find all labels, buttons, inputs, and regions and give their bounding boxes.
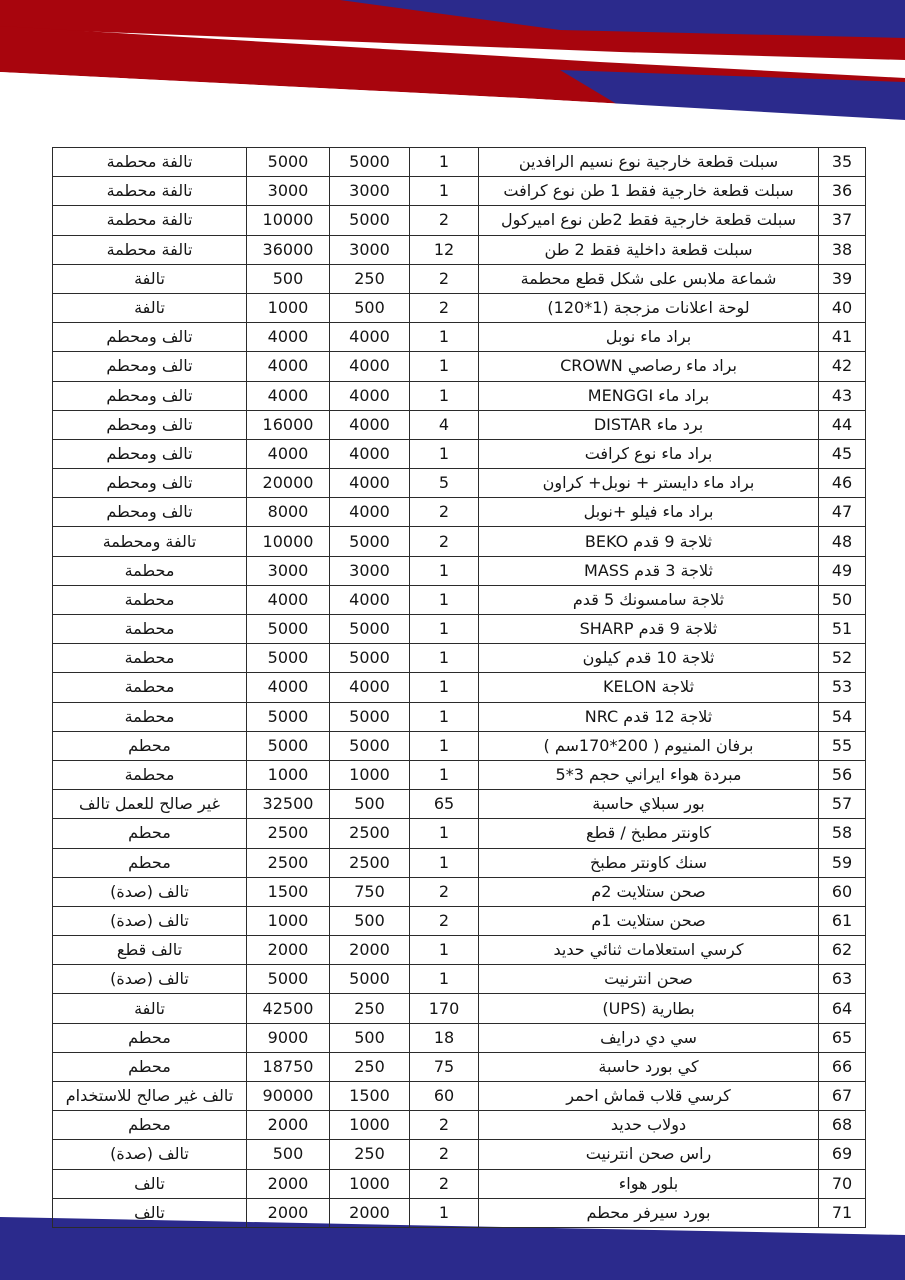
item-description: سبلت قطعة خارجية فقط 2طن نوع اميركول	[479, 206, 819, 235]
row-number: 38	[819, 235, 866, 264]
row-number: 53	[819, 673, 866, 702]
condition-cell: محطم	[53, 731, 247, 760]
condition-cell: تالف (صدة)	[53, 1140, 247, 1169]
table-row	[53, 1052, 866, 1081]
item-description: سي دي درايف	[479, 1023, 819, 1052]
total-cell: 1000	[247, 906, 330, 935]
item-description: دولاب حديد	[479, 1111, 819, 1140]
condition-cell: تالف قطع	[53, 936, 247, 965]
condition-cell: تالفة	[53, 264, 247, 293]
total-cell: 1000	[247, 293, 330, 322]
quantity-cell: 1	[410, 556, 479, 585]
quantity-cell: 2	[410, 498, 479, 527]
item-description: شماعة ملابس على شكل قطع محطمة	[479, 264, 819, 293]
unit-price-cell: 500	[330, 906, 410, 935]
condition-cell: تالفة محطمة	[53, 206, 247, 235]
row-number: 48	[819, 527, 866, 556]
table-row	[53, 760, 866, 789]
row-number: 35	[819, 148, 866, 177]
item-description: سبلت قطعة خارجية نوع نسيم الرافدين	[479, 148, 819, 177]
unit-price-cell: 5000	[330, 702, 410, 731]
quantity-cell: 2	[410, 527, 479, 556]
condition-cell: محطم	[53, 819, 247, 848]
unit-price-cell: 4000	[330, 585, 410, 614]
condition-cell: محطم	[53, 1023, 247, 1052]
row-number: 62	[819, 936, 866, 965]
table-row	[53, 323, 866, 352]
item-description: مبردة هواء ايراني حجم 3*5	[479, 760, 819, 789]
condition-cell: تالفة	[53, 293, 247, 322]
item-description: سبلت قطعة خارجية فقط 1 طن نوع كرافت	[479, 177, 819, 206]
total-cell: 2500	[247, 819, 330, 848]
item-description: بورد سيرفر محطم	[479, 1198, 819, 1227]
row-number: 60	[819, 877, 866, 906]
quantity-cell: 65	[410, 790, 479, 819]
table-row	[53, 673, 866, 702]
table-row	[53, 381, 866, 410]
condition-cell: غير صالح للعمل تالف	[53, 790, 247, 819]
unit-price-cell: 250	[330, 1140, 410, 1169]
total-cell: 4000	[247, 439, 330, 468]
total-cell: 20000	[247, 469, 330, 498]
total-cell: 5000	[247, 702, 330, 731]
table-row	[53, 235, 866, 264]
condition-cell: محطم	[53, 1111, 247, 1140]
unit-price-cell: 2000	[330, 1198, 410, 1227]
item-description: ثلاجة 9 قدم BEKO	[479, 527, 819, 556]
row-number: 46	[819, 469, 866, 498]
unit-price-cell: 1000	[330, 760, 410, 789]
item-description: كي بورد حاسبة	[479, 1052, 819, 1081]
unit-price-cell: 1000	[330, 1169, 410, 1198]
quantity-cell: 12	[410, 235, 479, 264]
condition-cell: تالف ومحطم	[53, 352, 247, 381]
unit-price-cell: 500	[330, 293, 410, 322]
total-cell: 4000	[247, 381, 330, 410]
header-banner	[0, 0, 905, 150]
item-description: ثلاجة 9 قدم SHARP	[479, 615, 819, 644]
total-cell: 5000	[247, 731, 330, 760]
table-row	[53, 556, 866, 585]
quantity-cell: 1	[410, 848, 479, 877]
quantity-cell: 2	[410, 877, 479, 906]
quantity-cell: 1	[410, 177, 479, 206]
total-cell: 2000	[247, 1169, 330, 1198]
quantity-cell: 1	[410, 1198, 479, 1227]
row-number: 57	[819, 790, 866, 819]
inventory-rows	[53, 148, 866, 1228]
total-cell: 10000	[247, 206, 330, 235]
unit-price-cell: 2500	[330, 819, 410, 848]
total-cell: 5000	[247, 965, 330, 994]
condition-cell: تالف ومحطم	[53, 410, 247, 439]
item-description: كرسي استعلامات ثنائي حديد	[479, 936, 819, 965]
table-row	[53, 527, 866, 556]
row-number: 55	[819, 731, 866, 760]
condition-cell: تالف	[53, 1169, 247, 1198]
total-cell: 4000	[247, 585, 330, 614]
condition-cell: تالفة محطمة	[53, 148, 247, 177]
unit-price-cell: 250	[330, 264, 410, 293]
row-number: 44	[819, 410, 866, 439]
quantity-cell: 1	[410, 673, 479, 702]
total-cell: 5000	[247, 615, 330, 644]
row-number: 54	[819, 702, 866, 731]
row-number: 47	[819, 498, 866, 527]
row-number: 52	[819, 644, 866, 673]
total-cell: 2000	[247, 1111, 330, 1140]
unit-price-cell: 4000	[330, 381, 410, 410]
quantity-cell: 1	[410, 352, 479, 381]
condition-cell: تالف ومحطم	[53, 498, 247, 527]
unit-price-cell: 250	[330, 994, 410, 1023]
condition-cell: تالفة ومحطمة	[53, 527, 247, 556]
quantity-cell: 2	[410, 1140, 479, 1169]
total-cell: 2000	[247, 1198, 330, 1227]
condition-cell: تالف ومحطم	[53, 439, 247, 468]
total-cell: 10000	[247, 527, 330, 556]
row-number: 51	[819, 615, 866, 644]
unit-price-cell: 5000	[330, 527, 410, 556]
item-description: ثلاجة 12 قدم NRC	[479, 702, 819, 731]
quantity-cell: 1	[410, 965, 479, 994]
row-number: 45	[819, 439, 866, 468]
quantity-cell: 1	[410, 381, 479, 410]
row-number: 69	[819, 1140, 866, 1169]
table-row	[53, 469, 866, 498]
total-cell: 500	[247, 264, 330, 293]
total-cell: 4000	[247, 352, 330, 381]
inventory-table	[52, 147, 866, 1228]
condition-cell: محطمة	[53, 644, 247, 673]
quantity-cell: 1	[410, 644, 479, 673]
unit-price-cell: 750	[330, 877, 410, 906]
table-row	[53, 177, 866, 206]
quantity-cell: 1	[410, 148, 479, 177]
unit-price-cell: 4000	[330, 469, 410, 498]
quantity-cell: 4	[410, 410, 479, 439]
total-cell: 4000	[247, 673, 330, 702]
table-row	[53, 498, 866, 527]
table-row	[53, 1198, 866, 1227]
row-number: 43	[819, 381, 866, 410]
item-description: كاونتر مطبخ / قطع	[479, 819, 819, 848]
condition-cell: تالف ومحطم	[53, 323, 247, 352]
item-description: لوحة اعلانات مزججة (1*120)	[479, 293, 819, 322]
unit-price-cell: 3000	[330, 235, 410, 264]
quantity-cell: 1	[410, 615, 479, 644]
total-cell: 18750	[247, 1052, 330, 1081]
item-description: براد ماء دايستر + نوبل+ كراون	[479, 469, 819, 498]
condition-cell: تالف (صدة)	[53, 965, 247, 994]
condition-cell: محطمة	[53, 585, 247, 614]
condition-cell: محطمة	[53, 615, 247, 644]
item-description: براد ماء رصاصي CROWN	[479, 352, 819, 381]
item-description: براد ماء نوبل	[479, 323, 819, 352]
item-description: بلور هواء	[479, 1169, 819, 1198]
table-row	[53, 410, 866, 439]
quantity-cell: 2	[410, 206, 479, 235]
total-cell: 9000	[247, 1023, 330, 1052]
quantity-cell: 2	[410, 906, 479, 935]
unit-price-cell: 5000	[330, 965, 410, 994]
unit-price-cell: 4000	[330, 352, 410, 381]
row-number: 42	[819, 352, 866, 381]
table-row	[53, 439, 866, 468]
table-row	[53, 1082, 866, 1111]
quantity-cell: 75	[410, 1052, 479, 1081]
unit-price-cell: 3000	[330, 177, 410, 206]
condition-cell: محطمة	[53, 556, 247, 585]
item-description: صحن انترنيت	[479, 965, 819, 994]
table-row	[53, 1023, 866, 1052]
unit-price-cell: 5000	[330, 148, 410, 177]
quantity-cell: 2	[410, 1169, 479, 1198]
row-number: 71	[819, 1198, 866, 1227]
row-number: 70	[819, 1169, 866, 1198]
unit-price-cell: 4000	[330, 498, 410, 527]
row-number: 41	[819, 323, 866, 352]
total-cell: 4000	[247, 323, 330, 352]
unit-price-cell: 1500	[330, 1082, 410, 1111]
row-number: 50	[819, 585, 866, 614]
table-row	[53, 790, 866, 819]
row-number: 39	[819, 264, 866, 293]
total-cell: 2000	[247, 936, 330, 965]
quantity-cell: 2	[410, 293, 479, 322]
item-description: ثلاجة 3 قدم MASS	[479, 556, 819, 585]
quantity-cell: 170	[410, 994, 479, 1023]
unit-price-cell: 250	[330, 1052, 410, 1081]
row-number: 36	[819, 177, 866, 206]
row-number: 40	[819, 293, 866, 322]
condition-cell: تالف غير صالح للاستخدام	[53, 1082, 247, 1111]
table-row	[53, 702, 866, 731]
quantity-cell: 1	[410, 702, 479, 731]
unit-price-cell: 4000	[330, 439, 410, 468]
condition-cell: تالف ومحطم	[53, 381, 247, 410]
total-cell: 90000	[247, 1082, 330, 1111]
condition-cell: تالفة محطمة	[53, 177, 247, 206]
quantity-cell: 1	[410, 323, 479, 352]
condition-cell: محطم	[53, 1052, 247, 1081]
quantity-cell: 1	[410, 585, 479, 614]
row-number: 68	[819, 1111, 866, 1140]
unit-price-cell: 5000	[330, 206, 410, 235]
condition-cell: محطمة	[53, 760, 247, 789]
condition-cell: محطمة	[53, 702, 247, 731]
row-number: 66	[819, 1052, 866, 1081]
unit-price-cell: 5000	[330, 731, 410, 760]
row-number: 49	[819, 556, 866, 585]
item-description: صحن ستلايت 2م	[479, 877, 819, 906]
unit-price-cell: 5000	[330, 615, 410, 644]
table-row	[53, 965, 866, 994]
table-row	[53, 293, 866, 322]
row-number: 65	[819, 1023, 866, 1052]
condition-cell: محطم	[53, 848, 247, 877]
table-row	[53, 994, 866, 1023]
item-description: براد ماء فيلو +نوبل	[479, 498, 819, 527]
total-cell: 8000	[247, 498, 330, 527]
total-cell: 3000	[247, 556, 330, 585]
item-description: سبلت قطعة داخلية فقط 2 طن	[479, 235, 819, 264]
table-row	[53, 206, 866, 235]
unit-price-cell: 5000	[330, 644, 410, 673]
unit-price-cell: 500	[330, 1023, 410, 1052]
unit-price-cell: 3000	[330, 556, 410, 585]
condition-cell: تالف (صدة)	[53, 877, 247, 906]
unit-price-cell: 1000	[330, 1111, 410, 1140]
table-row	[53, 1140, 866, 1169]
total-cell: 3000	[247, 177, 330, 206]
quantity-cell: 18	[410, 1023, 479, 1052]
total-cell: 2500	[247, 848, 330, 877]
item-description: ثلاجة KELON	[479, 673, 819, 702]
row-number: 67	[819, 1082, 866, 1111]
total-cell: 32500	[247, 790, 330, 819]
condition-cell: تالف ومحطم	[53, 469, 247, 498]
condition-cell: تالف (صدة)	[53, 906, 247, 935]
condition-cell: محطمة	[53, 673, 247, 702]
table-row	[53, 615, 866, 644]
row-number: 58	[819, 819, 866, 848]
item-description: برفان المنيوم ( 200*170سم )	[479, 731, 819, 760]
item-description: براد ماء MENGGI	[479, 381, 819, 410]
quantity-cell: 5	[410, 469, 479, 498]
unit-price-cell: 4000	[330, 323, 410, 352]
item-description: صحن ستلايت 1م	[479, 906, 819, 935]
row-number: 56	[819, 760, 866, 789]
quantity-cell: 1	[410, 819, 479, 848]
unit-price-cell: 4000	[330, 673, 410, 702]
total-cell: 36000	[247, 235, 330, 264]
total-cell: 1000	[247, 760, 330, 789]
table-row	[53, 848, 866, 877]
unit-price-cell: 2500	[330, 848, 410, 877]
table-row	[53, 731, 866, 760]
row-number: 63	[819, 965, 866, 994]
unit-price-cell: 500	[330, 790, 410, 819]
table-row	[53, 819, 866, 848]
quantity-cell: 2	[410, 1111, 479, 1140]
unit-price-cell: 2000	[330, 936, 410, 965]
item-description: راس صحن انترنيت	[479, 1140, 819, 1169]
total-cell: 5000	[247, 644, 330, 673]
item-description: كرسي قلاب قماش احمر	[479, 1082, 819, 1111]
condition-cell: تالف	[53, 1198, 247, 1227]
quantity-cell: 60	[410, 1082, 479, 1111]
row-number: 59	[819, 848, 866, 877]
table-row	[53, 585, 866, 614]
quantity-cell: 2	[410, 264, 479, 293]
item-description: ثلاجة سامسونك 5 قدم	[479, 585, 819, 614]
total-cell: 16000	[247, 410, 330, 439]
row-number: 61	[819, 906, 866, 935]
table-row	[53, 148, 866, 177]
row-number: 64	[819, 994, 866, 1023]
total-cell: 5000	[247, 148, 330, 177]
item-description: بور سبلاي حاسبة	[479, 790, 819, 819]
table-row	[53, 352, 866, 381]
quantity-cell: 1	[410, 731, 479, 760]
quantity-cell: 1	[410, 439, 479, 468]
quantity-cell: 1	[410, 760, 479, 789]
table-row	[53, 644, 866, 673]
total-cell: 1500	[247, 877, 330, 906]
item-description: بطارية (UPS)	[479, 994, 819, 1023]
table-row	[53, 936, 866, 965]
row-number: 37	[819, 206, 866, 235]
condition-cell: تالفة	[53, 994, 247, 1023]
total-cell: 42500	[247, 994, 330, 1023]
item-description: براد ماء نوع كرافت	[479, 439, 819, 468]
table-row	[53, 1111, 866, 1140]
table-row	[53, 877, 866, 906]
item-description: ثلاجة 10 قدم كيلون	[479, 644, 819, 673]
quantity-cell: 1	[410, 936, 479, 965]
item-description: برد ماء DISTAR	[479, 410, 819, 439]
item-description: سنك كاونتر مطبخ	[479, 848, 819, 877]
table-row	[53, 906, 866, 935]
unit-price-cell: 4000	[330, 410, 410, 439]
table-row	[53, 264, 866, 293]
table-row	[53, 1169, 866, 1198]
condition-cell: تالفة محطمة	[53, 235, 247, 264]
total-cell: 500	[247, 1140, 330, 1169]
